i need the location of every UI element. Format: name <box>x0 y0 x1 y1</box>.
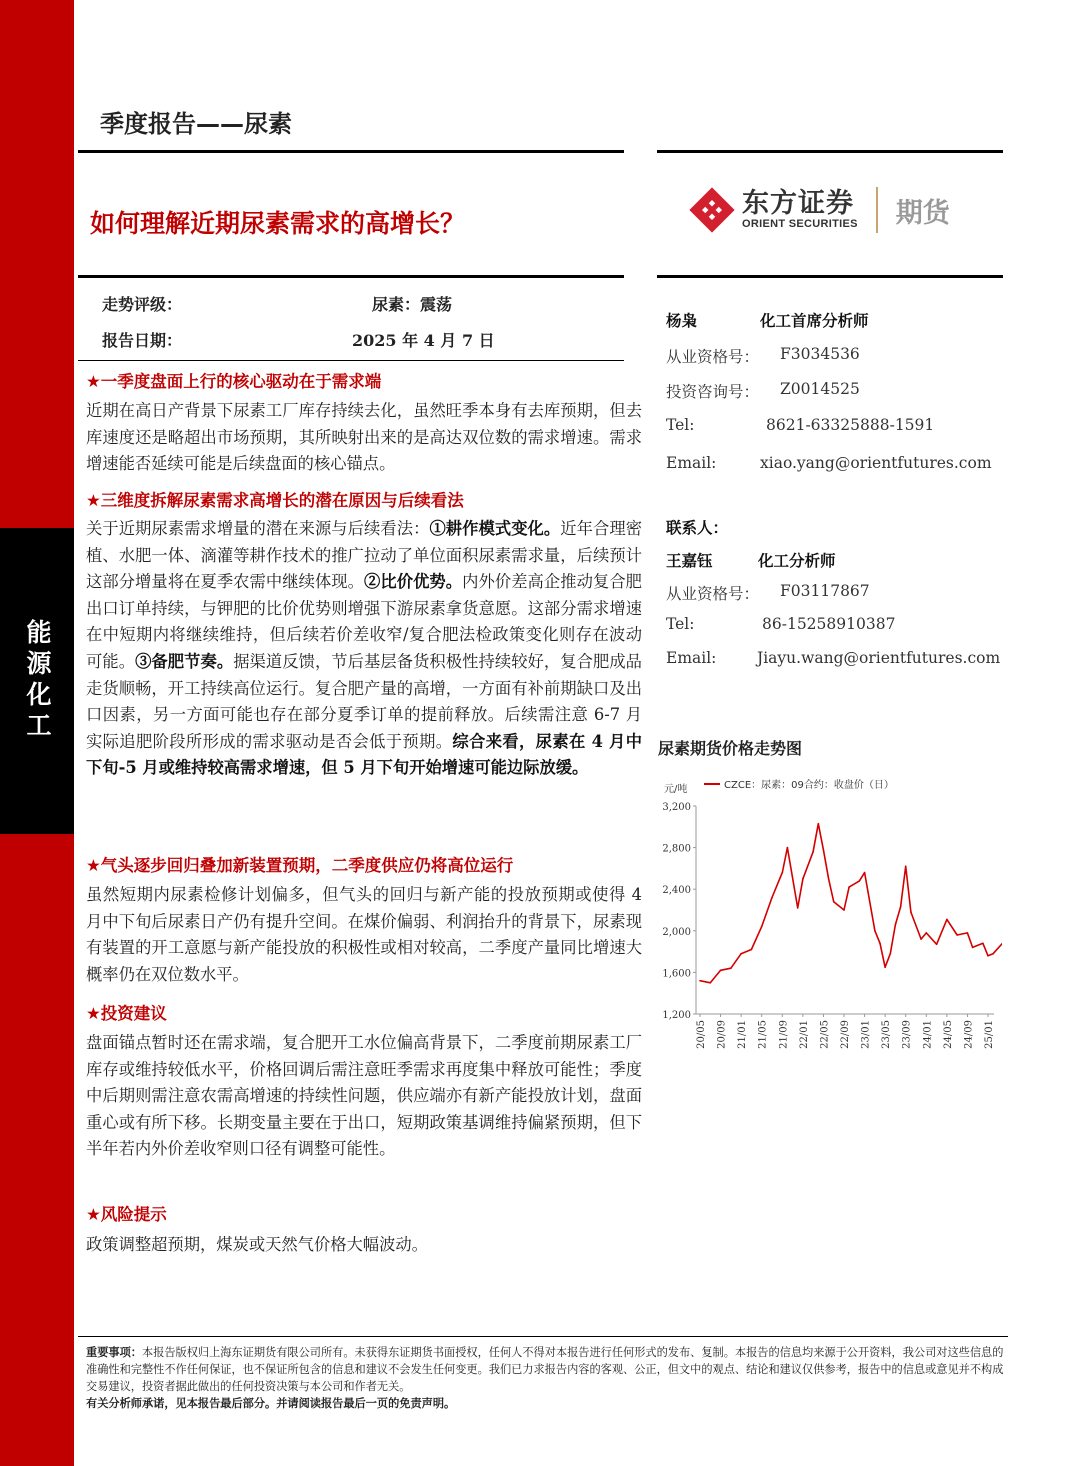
price-chart <box>656 768 1002 1064</box>
section-heading: ★三维度拆解尿素需求高增长的潜在原因与后续看法 <box>86 491 464 510</box>
x-tick-label: 20/05 <box>696 1020 707 1049</box>
body-text: 内外价差高企推动复合肥出口订单持续，与钾肥的比价优势则增强下游尿素拿货意愿。这部分需求增速在中短期内将继续维持，但后续若价差收窄/复合肥法检政策变化则存在波动可能。 <box>86 572 642 671</box>
data-point <box>812 851 814 853</box>
data-point <box>710 982 712 984</box>
analyst-tel-label: Tel: <box>666 416 695 434</box>
key-point: ①耕作模式变化。 <box>429 519 561 538</box>
x-tick-label: 21/09 <box>778 1020 790 1049</box>
contact-name: 王嘉钰 <box>666 551 713 570</box>
x-tick-label: 23/01 <box>860 1020 872 1049</box>
section-body <box>86 516 642 782</box>
doc-type: 季度报告——尿素 <box>100 110 292 138</box>
key-point: ③备肥节奏。 <box>135 651 234 671</box>
contact-tel-label: Tel: <box>666 615 695 633</box>
footer-important: 本报告版权归上海东证期货有限公司所有。未获得东证期货书面授权，任何人不得对本报告进行任何形式的发布、复制。本报告的信息均来源于公开资料，我公司对这些信息的准确性和完整性不作任何保证，也不保证所包含的信息和建议不会发生任何变更。我们已力求报告内容的客观、公正，但文中的观点、结论和建议仅供参考，报告中的信息或意见并不构成交易建议，投资者据此做出的任何投资决策与本公司和作者无关。 <box>86 1346 1004 1393</box>
x-tick-label: 25/01 <box>984 1020 995 1049</box>
contact-qual: F03117867 <box>780 582 870 600</box>
section-heading: ★风险提示 <box>86 1205 167 1224</box>
data-point <box>926 932 928 934</box>
logo-futures: 期货 <box>895 197 950 229</box>
contact-role: 化工分析师 <box>758 551 836 570</box>
y-tick-label: 2,400 <box>662 885 691 897</box>
footer-note: 有关分析师承诺，见本报告最后部分。并请阅读报告最后一页的免责声明。 <box>86 1396 456 1410</box>
chart-title: 尿素期货价格走势图 <box>658 739 803 758</box>
x-tick-label: 24/05 <box>942 1020 954 1049</box>
divider <box>78 150 624 153</box>
logo-cn: 东方证券 <box>742 188 854 219</box>
analyst-email-label: Email: <box>666 454 717 472</box>
contact-email[interactable]: Jiayu.wang@orientfutures.com <box>757 649 1001 667</box>
footer-divider <box>78 1336 1008 1337</box>
logo-separator <box>876 187 878 233</box>
data-point <box>900 906 902 908</box>
data-point <box>895 924 897 926</box>
report-title: 如何理解近期尿素需求的高增长？ <box>90 209 466 238</box>
section-body: 近期在高日产背景下尿素工厂库存持续去化，虽然旺季本身有去库预期，但去库速度还是略超出市场预期，其所映射出来的是高达双位数的需求增速。需求增速能否延续可能是后续盘面的核心锚点。 <box>86 401 642 474</box>
data-point <box>740 953 742 955</box>
analyst-role: 化工首席分析师 <box>760 311 869 330</box>
legend-label: CZCE：尿素：09合约：收盘价（日） <box>724 780 894 791</box>
analyst-email[interactable]: xiao.yang@orientfutures.com <box>760 454 992 472</box>
contact-label: 联系人： <box>666 518 729 537</box>
analyst-name: 杨枭 <box>666 311 698 330</box>
data-point <box>848 886 850 888</box>
date-value: 2025 年 4 月 7 日 <box>352 331 495 350</box>
conclusion: 综合来看，尿素在 4 月中下旬-5 月或维持较高需求增速，但 5 月下旬开始增速可能边际放缓。 <box>86 731 642 778</box>
contact-qual-label: 从业资格号： <box>666 585 760 603</box>
data-point <box>987 955 989 957</box>
y-axis-label: 元/吨 <box>664 784 688 795</box>
divider <box>78 275 624 278</box>
section-heading: ★气头逐步回归叠加新装置预期，二季度供应仍将高位运行 <box>86 856 514 875</box>
x-tick-label: 23/05 <box>881 1020 893 1049</box>
data-point <box>946 919 948 921</box>
x-tick-label: 22/09 <box>840 1020 851 1049</box>
analyst-inv: Z0014525 <box>780 380 860 398</box>
data-point <box>828 878 830 880</box>
x-tick-label: 22/05 <box>819 1020 831 1049</box>
analyst-inv-label: 投资咨询号： <box>666 383 760 401</box>
data-point <box>699 980 701 982</box>
x-tick-label: 23/09 <box>901 1020 913 1049</box>
data-point <box>936 944 938 946</box>
data-point <box>787 847 789 849</box>
divider <box>657 150 1003 153</box>
key-point: ②比价优势。 <box>364 572 463 592</box>
logo-en: ORIENT SECURITIES <box>742 218 858 230</box>
data-point <box>967 932 969 934</box>
data-point <box>972 947 974 949</box>
y-tick-label: 2,000 <box>662 926 691 938</box>
data-point <box>751 949 753 951</box>
y-tick-label: 3,200 <box>662 802 691 813</box>
price-series-line <box>700 824 1002 983</box>
data-point <box>720 970 722 972</box>
data-point <box>802 878 804 880</box>
x-tick-label: 21/05 <box>757 1020 769 1049</box>
body-text: 近年合理密植、水肥一体、滴灌等耕作技术的推广拉动了单位面积尿素需求量，后续预计这部分增量将在夏季农需中继续体现。 <box>86 519 642 592</box>
section-body: 政策调整超预期，煤炭或天然气价格大幅波动。 <box>86 1235 428 1254</box>
data-point <box>730 967 732 969</box>
body-text: 据渠道反馈，节后基层备货积极性持续较好，复合肥成品走货顺畅，开工持续高位运行。复合肥产量的高增，一方面有补前期缺口及出口因素，另一方面可能也存在部分夏季订单的提前释放。后续需注意 6-7 月实际追肥阶段所形成的需求驱动是否会低于预期。 <box>86 651 642 751</box>
x-tick-label: 20/09 <box>716 1020 728 1049</box>
data-point <box>890 953 892 955</box>
x-tick-label: 24/09 <box>963 1020 975 1049</box>
date-label: 报告日期： <box>102 331 183 350</box>
data-point <box>910 911 912 913</box>
data-point <box>920 938 922 940</box>
data-point <box>905 866 907 868</box>
data-point <box>879 943 881 945</box>
data-point <box>833 901 835 903</box>
data-point <box>843 909 845 911</box>
side-category-tab <box>0 528 74 834</box>
data-point <box>771 897 773 899</box>
rating-label: 走势评级： <box>102 295 183 314</box>
orient-logo-icon <box>688 186 736 234</box>
analyst-tel: 8621-63325888-1591 <box>766 416 935 434</box>
data-point <box>761 926 763 928</box>
data-point <box>874 930 876 932</box>
rating-value: 尿素：震荡 <box>372 295 453 314</box>
x-tick-label: 21/01 <box>737 1020 749 1049</box>
section-body: 盘面锚点暂时还在需求端，复合肥开工水位偏高背景下，二季度前期尿素工厂库存或维持较低水平，价格回调后需注意旺季需求再度集中释放可能性；季度中后期则需注意农需高增速的持续性问题，供应端亦有新产能投放计划，盘面重心或有所下移。长期变量主要在于出口，短期政策基调维持偏紧预期，但下半年若内外价差收窄则口径有调整可能性。 <box>86 1033 642 1159</box>
section-body: 虽然短期内尿素检修计划偏多，但气头的回归与新产能的投放预期或使得 4 月中下旬后尿素日产仍有提升空间。在煤价偏弱、利润抬升的背景下，尿素现有装置的开工意愿与新产能投放的积极性或相对较高，二季度产量同比增速大概率仍在双位数水平。 <box>86 885 642 984</box>
contact-email-label: Email: <box>666 649 717 667</box>
divider <box>78 360 624 361</box>
section-heading: ★投资建议 <box>86 1004 167 1023</box>
data-point <box>859 880 861 882</box>
data-point <box>797 907 799 909</box>
data-point <box>818 823 820 825</box>
y-tick-label: 1,200 <box>662 1010 691 1021</box>
data-point <box>992 953 994 955</box>
x-tick-label: 24/01 <box>922 1020 934 1049</box>
y-tick-label: 1,600 <box>662 968 691 980</box>
contact-tel: 86-15258910387 <box>762 615 896 633</box>
x-tick-label: 22/01 <box>798 1020 810 1049</box>
side-category-label: 能源化工 <box>23 619 52 743</box>
data-point <box>982 943 984 945</box>
data-point <box>864 872 866 874</box>
data-point <box>956 934 958 936</box>
body-text: 关于近期尿素需求增量的潜在来源与后续看法： <box>86 519 430 538</box>
data-point <box>823 849 825 851</box>
footer <box>86 1344 1006 1412</box>
analyst-qual-label: 从业资格号： <box>666 348 760 366</box>
company-logo <box>688 186 950 234</box>
divider <box>657 275 1003 278</box>
y-tick-label: 2,800 <box>662 843 691 855</box>
data-point <box>884 966 886 968</box>
data-point <box>782 872 784 874</box>
analyst-qual: F3034536 <box>780 345 860 363</box>
footer-important-label: 重要事项： <box>86 1345 142 1359</box>
section-heading: ★一季度盘面上行的核心驱动在于需求端 <box>86 372 382 391</box>
